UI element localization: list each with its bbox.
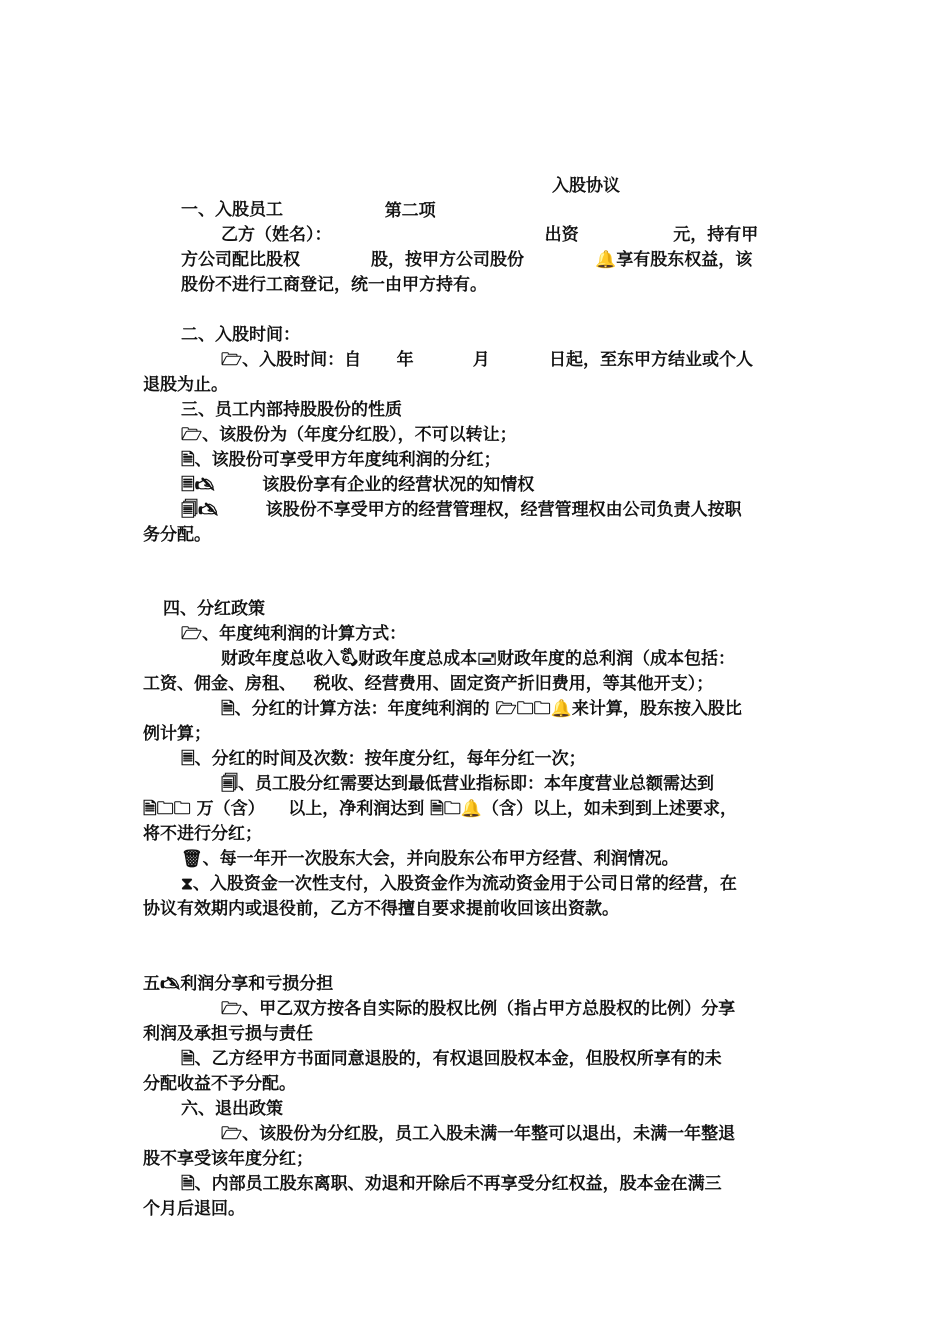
title-section: 第二项 [384,200,436,221]
list-item: 🗎、分红的计算方法：年度纯利润的 🗁🗀🗀🔔来计算，股东按入股比 [221,699,742,719]
list-item: 🗁、该股份为分红股，员工入股未满一年整可以退出，未满一年整退 [221,1124,736,1144]
paragraph-line: 协议有效期内或退役前，乙方不得擅自要求提前收回该出资款。 [143,899,619,919]
paragraph-line: 股不享受该年度分红； [143,1149,313,1169]
paragraph-line: 将不进行分红； [143,824,262,844]
paragraph-line: 例计算； [143,724,211,744]
list-item: 🗐、员工股分红需要达到最低营业指标即：本年度营业总额需达到 [221,774,714,794]
list-item: 🗏、分红的时间及次数：按年度分红，每年分红一次； [181,749,586,769]
paragraph-line: 股份不进行工商登记，统一由甲方持有。 [181,275,487,295]
heading-1: 一、入股员工 [181,200,283,220]
paragraph-line: 分配收益不予分配。 [143,1074,296,1094]
list-item: 🗁、甲乙双方按各自实际的股权比例（指占甲方总股权的比例）分享 [221,999,736,1019]
heading-6: 六、退出政策 [181,1099,283,1119]
paragraph-line: 🗎🗀🗀 万（含） 以上，净利润达到 🗎🗀🔔（含）以上，如未到到上述要求， [143,799,738,819]
paragraph-line: 工资、佣金、房租、 税收、经营费用、固定资产折旧费用，等其他开支）； [143,674,714,694]
list-item: 🗎、内部员工股东离职、劝退和开除后不再享受分红权益，股本金在满三 [181,1174,722,1194]
heading-2: 二、入股时间： [181,325,300,345]
list-item: 🗁、年度纯利润的计算方式： [181,624,407,644]
list-item: 🗑、每一年开一次股东大会，并向股东公布甲方经营、利润情况。 [181,849,679,869]
paragraph-line: 🗁、入股时间：自 年 月 日起，至东甲方结业或个人 [221,350,753,370]
list-item: 🗁、该股份为（年度分红股），不可以转让； [181,425,517,445]
paragraph-line: 财政年度总收入🖏财政年度总成本🖃财政年度的总利润（成本包括： [221,649,736,669]
paragraph-line: 利润及承担亏损与责任 [143,1024,313,1044]
paragraph-line: 乙方（姓名）： 出资 元，持有甲 [221,225,759,245]
paragraph-line: 退股为止。 [143,375,228,395]
list-item: 🗐🖎 该股份不享受甲方的经营管理权，经营管理权由公司负责人按职 [181,500,742,520]
paragraph-line: 务分配。 [143,525,211,545]
paragraph-line: 个月后退回。 [143,1199,245,1219]
list-item: 🗏🖎 该股份享有企业的经营状况的知情权 [181,475,535,495]
heading-4: 四、分红政策 [163,599,265,619]
heading-5: 五🖎利润分享和亏损分担 [143,974,334,994]
title-name: 入股协议 [552,176,620,196]
paragraph-line: 方公司配比股权 股，按甲方公司股份 🔔享有股东权益，该 [181,250,753,270]
list-item: 🗎、该股份可享受甲方年度纯利润的分红； [181,450,501,470]
heading-3: 三、员工内部持股股份的性质 [181,400,402,420]
list-item: ⧗、入股资金一次性支付，入股资金作为流动资金用于公司日常的经营，在 [181,874,737,894]
list-item: 🗎、乙方经甲方书面同意退股的，有权退回股权本金，但股权所享有的未 [181,1049,722,1069]
